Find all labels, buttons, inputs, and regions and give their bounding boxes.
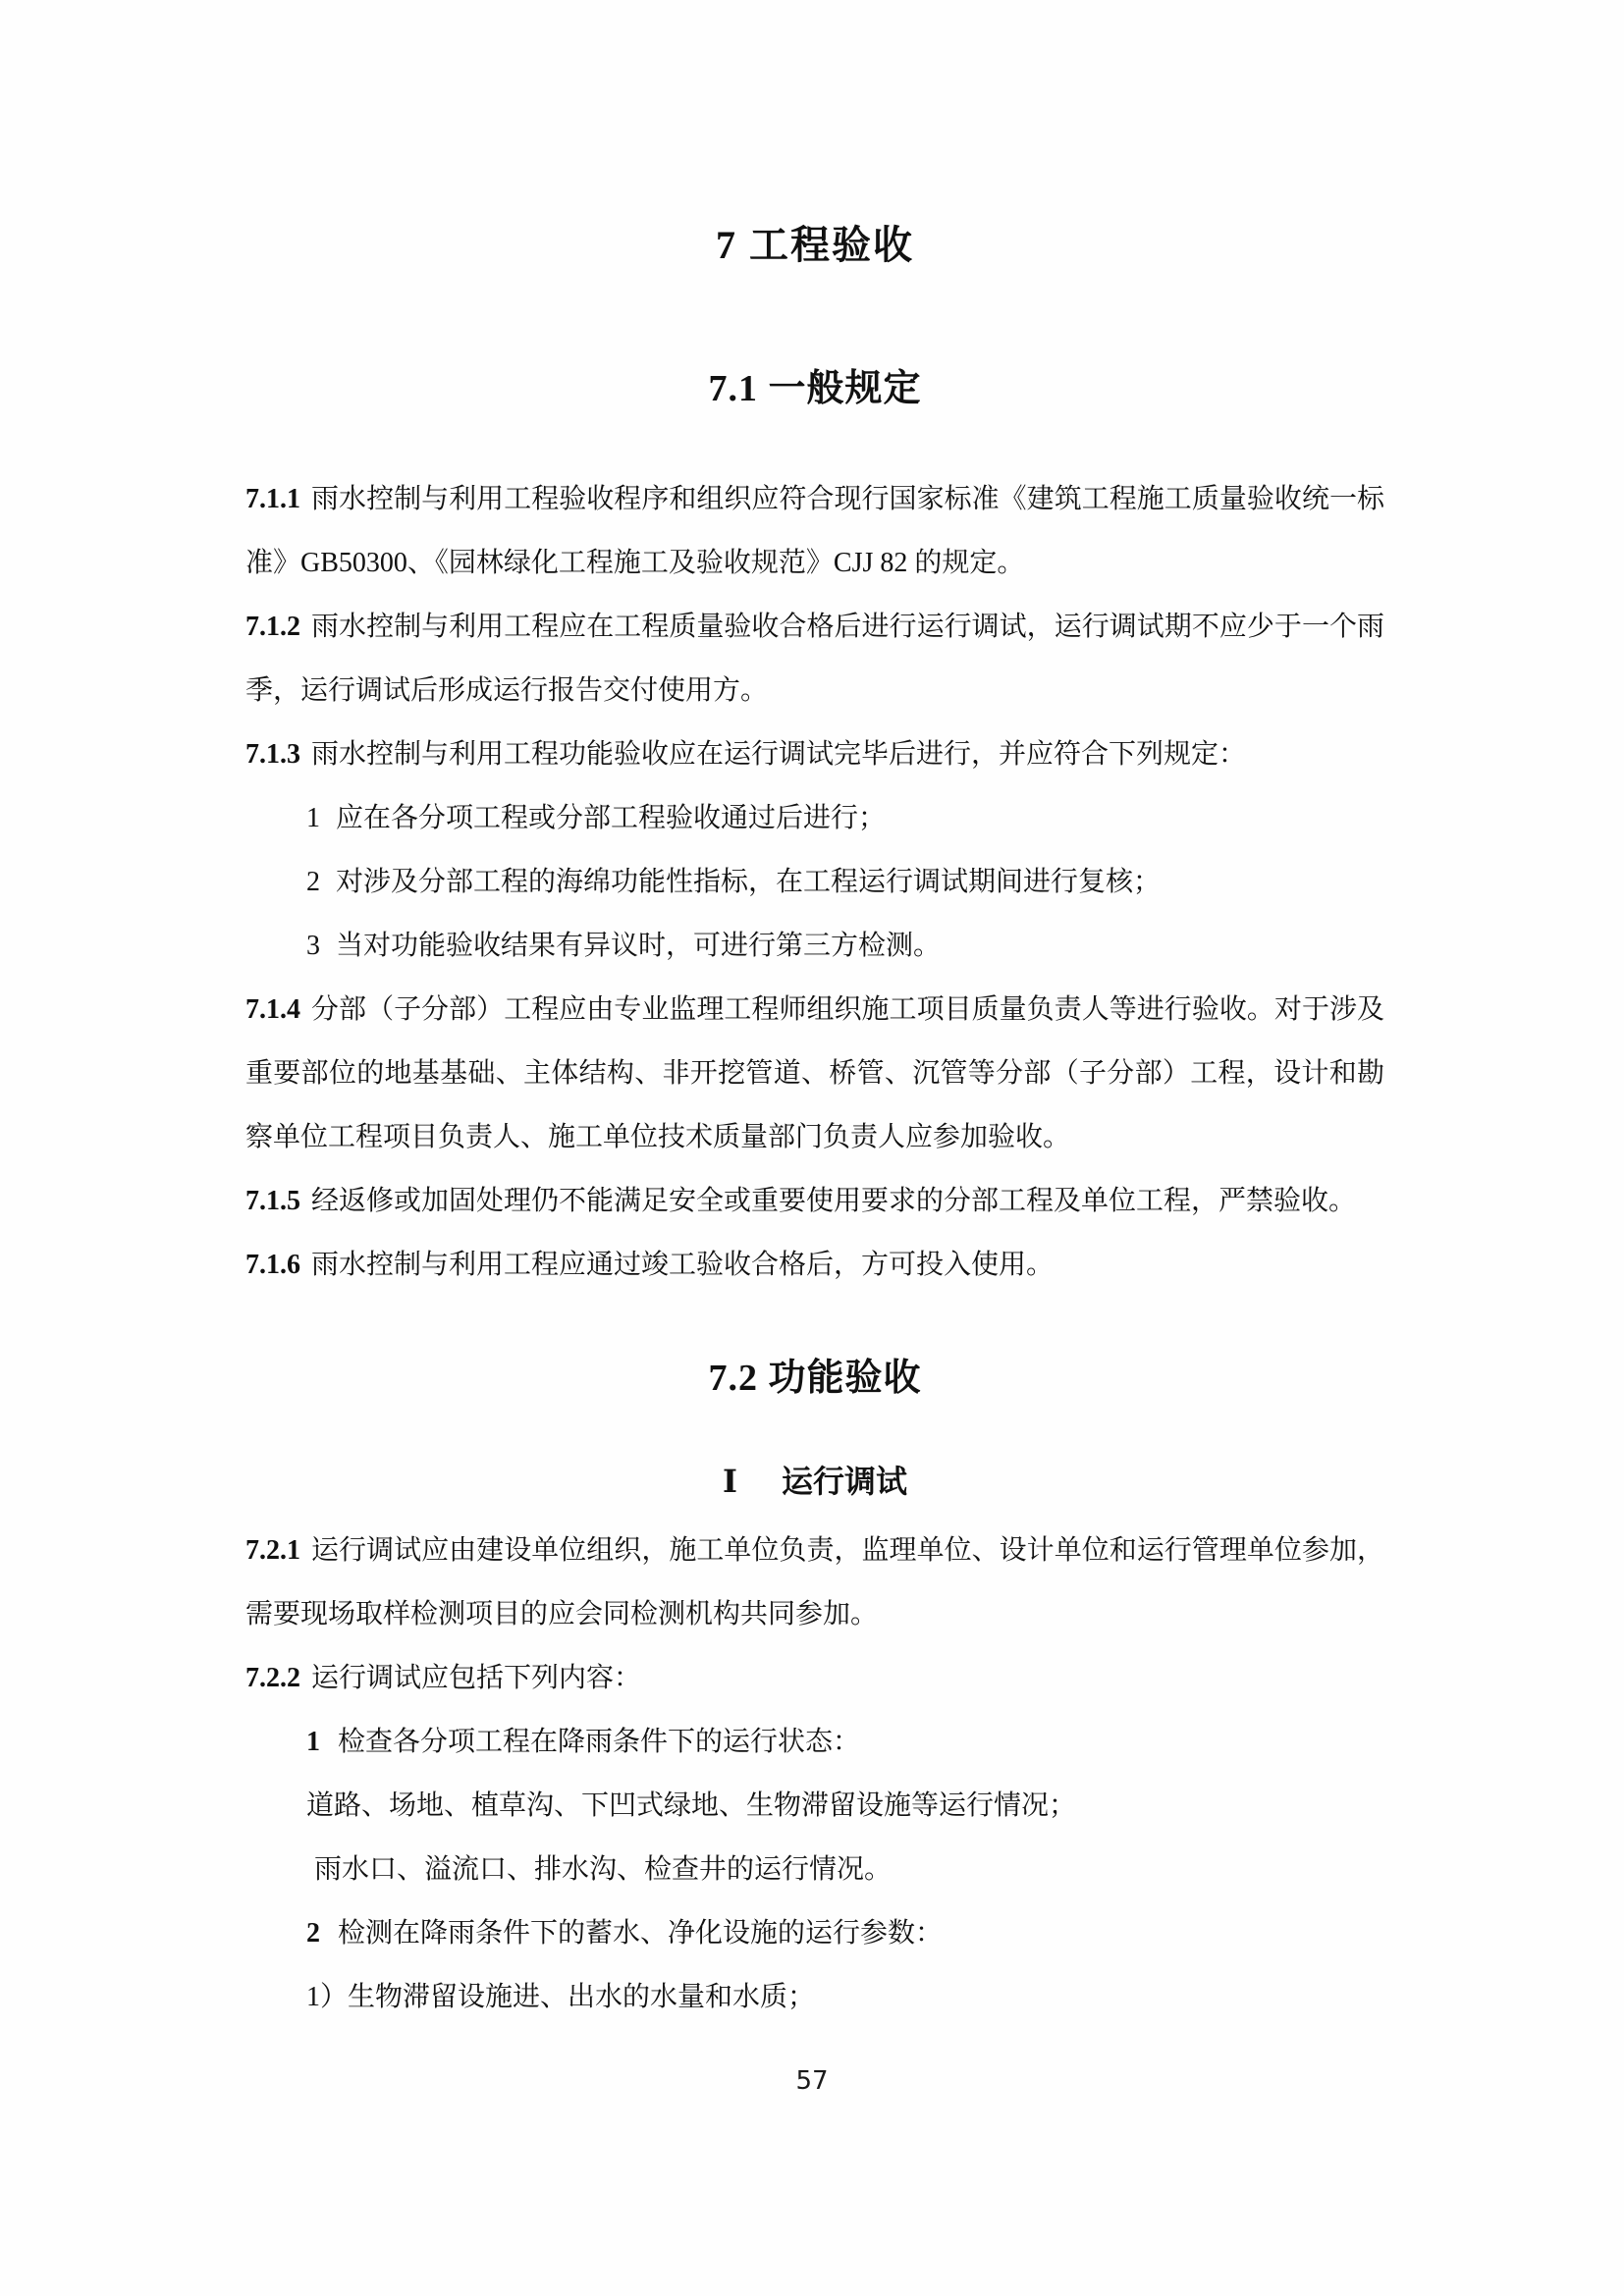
- clause-text: 雨水控制与利用工程验收程序和组织应符合现行国家标准《建筑工程施工质量验收统一标准》GB50300、《园林绿化工程施工及验收规范》CJJ 82 的规定。: [245, 484, 1384, 578]
- clause-number: 7.1.3: [245, 739, 300, 770]
- item-text: 道路、场地、植草沟、下凹式绿地、生物滞留设施等运行情况；: [306, 1790, 1077, 1821]
- clause-7-1-1: [245, 467, 1384, 595]
- section-heading-7-1: 7.1 一般规定: [708, 368, 922, 409]
- clause-text: 雨水控制与利用工程应在工程质量验收合格后进行运行调试，运行调试期不应少于一个雨季，运行调试后形成运行报告交付使用方。: [245, 612, 1384, 706]
- clause-text: 雨水控制与利用工程功能验收应在运行调试完毕后进行，并应符合下列规定：: [311, 739, 1247, 770]
- section-heading-7-2: 7.2 功能验收: [708, 1358, 922, 1399]
- item-text: 雨水口、溢流口、排水沟、检查井的运行情况。: [314, 1854, 893, 1885]
- clause-number: 7.2.2: [245, 1663, 300, 1693]
- list-item-7-1-3-3: [245, 914, 1384, 978]
- list-item-7-1-3-1: [245, 786, 1384, 850]
- list-item-7-1-3-2: [245, 850, 1384, 914]
- clause-number: 7.1.2: [245, 612, 300, 642]
- clause-number: 7.2.1: [245, 1535, 300, 1566]
- clause-text: 分部（子分部）工程应由专业监理工程师组织施工项目质量负责人等进行验收。对于涉及重要部位的地基基础、主体结构、非开挖管道、桥管、沉管等分部（子分部）工程，设计和勘察单位工程项目负责人、施工单位技术质量部门负责人应参加验收。: [245, 994, 1384, 1152]
- clause-number: 7.1.4: [245, 994, 300, 1025]
- clause-7-2-1: [245, 1519, 1384, 1646]
- subsection-roman-numeral: Ⅰ: [723, 1464, 737, 1499]
- clause-7-1-6: [245, 1233, 1384, 1297]
- clause-7-1-4: [245, 978, 1384, 1169]
- clause-7-1-2: [245, 595, 1384, 722]
- clause-number: 7.1.5: [245, 1186, 300, 1216]
- list-continuation-inlets: [245, 1838, 1384, 1901]
- list-item-7-2-2-2: [245, 1901, 1384, 1965]
- list-continuation-roads: [245, 1774, 1384, 1838]
- clause-text: 雨水控制与利用工程应通过竣工验收合格后，方可投入使用。: [311, 1250, 1055, 1280]
- item-text: 检测在降雨条件下的蓄水、净化设施的运行参数：: [338, 1918, 944, 1949]
- item-text: 当对功能验收结果有异议时，可进行第三方检测。: [336, 931, 942, 961]
- item-text: 对涉及分部工程的海绵功能性指标，在工程运行调试期间进行复核；: [336, 867, 1162, 897]
- clause-7-1-5: [245, 1169, 1384, 1233]
- clause-text: 运行调试应包括下列内容：: [311, 1663, 642, 1693]
- subsection-label: 运行调试: [781, 1464, 907, 1499]
- item-number: 1: [306, 1727, 320, 1757]
- list-item-7-2-2-1: [245, 1710, 1384, 1774]
- clause-7-2-2: [245, 1646, 1384, 1710]
- clause-number: 7.1.6: [245, 1250, 300, 1280]
- clause-text: 运行调试应由建设单位组织，施工单位负责，监理单位、设计单位和运行管理单位参加，需要现场取样检测项目的应会同检测机构共同参加。: [245, 1535, 1384, 1629]
- item-number: 1: [306, 803, 320, 833]
- item-text: 1）生物滞留设施进、出水的水量和水质；: [306, 1982, 816, 2012]
- item-number: 2: [306, 867, 320, 897]
- clause-text: 经返修或加固处理仍不能满足安全或重要使用要求的分部工程及单位工程，严禁验收。: [311, 1186, 1357, 1216]
- list-subitem-7-2-2-2-1: [245, 1965, 1384, 2029]
- clause-7-1-3: [245, 722, 1384, 786]
- page-number: 57: [795, 2066, 829, 2096]
- clause-number: 7.1.1: [245, 484, 300, 514]
- subsection-heading-run-debug: [245, 1464, 1384, 1499]
- item-text: 检查各分项工程在降雨条件下的运行状态：: [338, 1727, 861, 1757]
- item-text: 应在各分项工程或分部工程验收通过后进行；: [336, 803, 887, 833]
- item-number: 3: [306, 931, 320, 961]
- chapter-heading: 7 工程验收: [716, 223, 914, 267]
- item-number: 2: [306, 1918, 320, 1949]
